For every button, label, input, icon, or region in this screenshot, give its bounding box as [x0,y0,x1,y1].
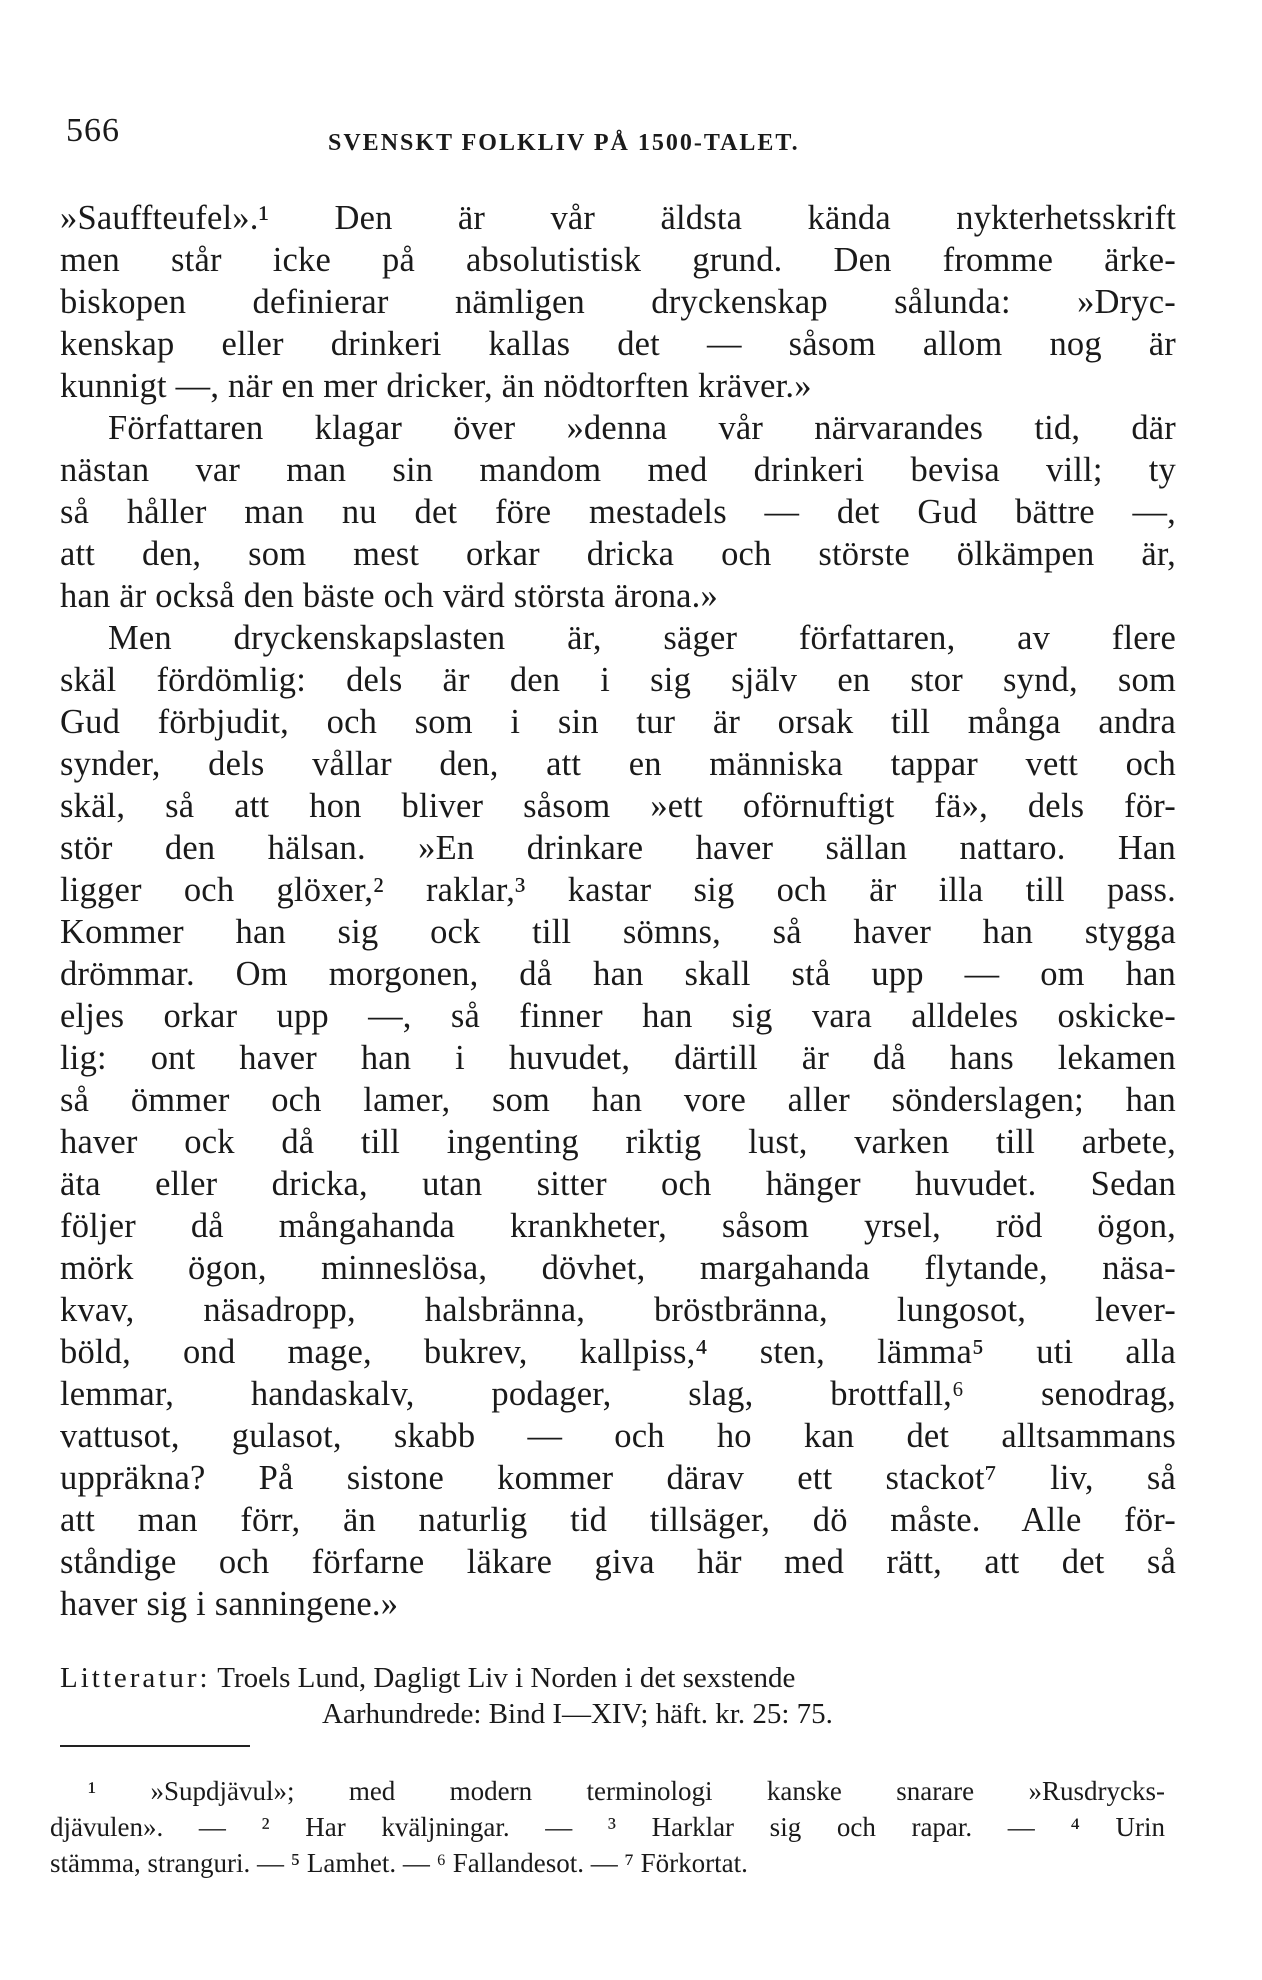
text-line: han är också den bäste och värd största ärona.» [60,577,718,615]
page-number: 566 [66,112,120,149]
text-line: skäl fördömlig: dels är den i sig själv en stor synd, som [60,661,1176,699]
text-line: att den, som mest orkar dricka och störste ölkämpen är, [60,535,1176,573]
literature-label: Litteratur: [60,1662,211,1694]
text-line: nästan var man sin mandom med drinkeri bevisa vill; ty [60,451,1176,489]
page-header [66,112,1166,162]
text-line: Men dryckenskapslasten är, säger författaren, av flere [108,619,1176,657]
text-line: lig: ont haver han i huvudet, därtill är då hans lekamen [60,1039,1176,1077]
text-line: kvav, näsadropp, halsbränna, bröstbränna, lungosot, lever- [60,1291,1176,1329]
text-line: så håller man nu det före mestadels — det Gud bättre —, [60,493,1176,531]
text-line: så ömmer och lamer, som han vore aller sönderslagen; han [60,1081,1176,1119]
footnote-divider [60,1745,250,1747]
text-line: följer då mångahanda krankheter, såsom yrsel, röd ögon, [60,1207,1176,1245]
text-line: kunnigt —, när en mer dricker, än nödtorften kräver.» [60,367,812,405]
footnote-line: stämma, stranguri. — ⁵ Lamhet. — ⁶ Fallandesot. — ⁷ Förkortat. [50,1848,748,1878]
text-line: eljes orkar upp —, så finner han sig vara alldeles oskicke- [60,997,1176,1035]
text-line: ligger och glöxer,² raklar,³ kastar sig och är illa till pass. [60,871,1176,909]
text-line: drömmar. Om morgonen, då han skall stå upp — om han [60,955,1176,993]
text-line: att man förr, än naturlig tid tillsäger, dö måste. Alle för- [60,1501,1176,1539]
text-line: böld, ond mage, bukrev, kallpiss,⁴ sten, lämma⁵ uti alla [60,1333,1176,1371]
text-line: skäl, så att hon bliver såsom »ett oförnuftigt fä», dels för- [60,787,1176,825]
text-line: äta eller dricka, utan sitter och hänger huvudet. Sedan [60,1165,1176,1203]
literature-line-2: Aarhundrede: Bind I—XIV; häft. kr. 25: 75. [322,1698,833,1730]
text-line: Gud förbjudit, och som i sin tur är orsak till många andra [60,703,1176,741]
text-line: ståndige och förfarne läkare giva här med rätt, att det så [60,1543,1176,1581]
text-line: Författaren klagar över »denna vår närvarandes tid, där [108,409,1176,447]
text-line: Kommer han sig ock till sömns, så haver han stygga [60,913,1176,951]
running-title: SVENSKT FOLKLIV PÅ 1500-TALET. [328,130,800,156]
text-line: haver sig i sanningene.» [60,1585,399,1623]
text-line: synder, dels vållar den, att en människa tappar vett och [60,745,1176,783]
literature-line-1: Troels Lund, Dagligt Liv i Norden i det sexstende [217,1662,796,1694]
text-line: »Sauffteufel».¹ Den är vår äldsta kända nykterhetsskrift [60,199,1176,237]
text-line: haver ock då till ingenting riktig lust, varken till arbete, [60,1123,1176,1161]
text-line: biskopen definierar nämligen dryckenskap sålunda: »Dryc- [60,283,1176,321]
text-line: lemmar, handaskalv, podager, slag, brottfall,⁶ senodrag, [60,1375,1176,1413]
text-line: men står icke på absolutistisk grund. Den fromme ärke- [60,241,1176,279]
footnote-line: djävulen». — ² Har kväljningar. — ³ Harklar sig och rapar. — ⁴ Urin [50,1812,1165,1842]
text-line: kenskap eller drinkeri kallas det — såsom allom nog är [60,325,1176,363]
text-line: uppräkna? På sistone kommer därav ett stackot⁷ liv, så [60,1459,1176,1497]
text-line: stör den hälsan. »En drinkare haver sällan nattaro. Han [60,829,1176,867]
text-line: vattusot, gulasot, skabb — och ho kan det alltsammans [60,1417,1176,1455]
footnote-line: ¹ »Supdjävul»; med modern terminologi kanske snarare »Rusdrycks- [88,1776,1165,1806]
text-line: mörk ögon, minneslösa, dövhet, margahanda flytande, näsa- [60,1249,1176,1287]
